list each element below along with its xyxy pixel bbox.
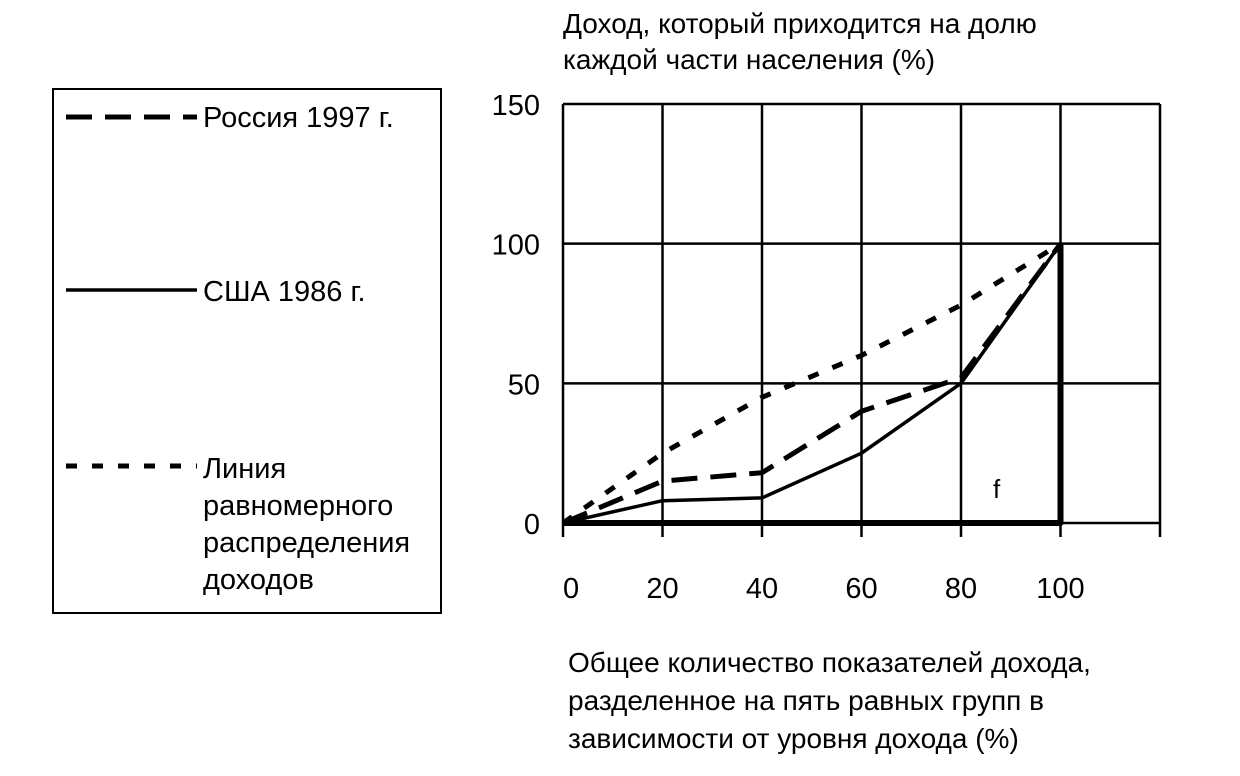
grid [563, 104, 1160, 537]
x-tick-label-20: 20 [646, 573, 679, 605]
y-tick-label-0: 0 [523, 509, 540, 541]
annotation-f: f [993, 474, 1001, 504]
y-axis-label: Доход, который приходится на долю каждой части населения (%) [563, 8, 1037, 75]
x-axis-label: Общее количество показателей дохода, разделенное на пять равных групп в зависимости от уровня дохода (%) [568, 647, 1091, 754]
legend-label-russia: Россия 1997 г. [203, 102, 394, 134]
x-tick-label-60: 60 [845, 573, 878, 605]
legend-label-equality: Линия равномерного распределения доходов [203, 453, 411, 596]
y-tick-label-150: 150 [491, 90, 540, 122]
x-tick-label-0: 0 [563, 573, 580, 605]
tick-labels [492, 90, 1085, 605]
x-tick-label-100: 100 [1036, 573, 1085, 605]
x-tick-label-40: 40 [745, 573, 779, 605]
legend-label-usa: США 1986 г. [203, 276, 366, 308]
y-tick-label-100: 100 [491, 229, 540, 262]
y-tick-label-50: 50 [507, 369, 540, 402]
x-tick-label-80: 80 [944, 573, 978, 605]
